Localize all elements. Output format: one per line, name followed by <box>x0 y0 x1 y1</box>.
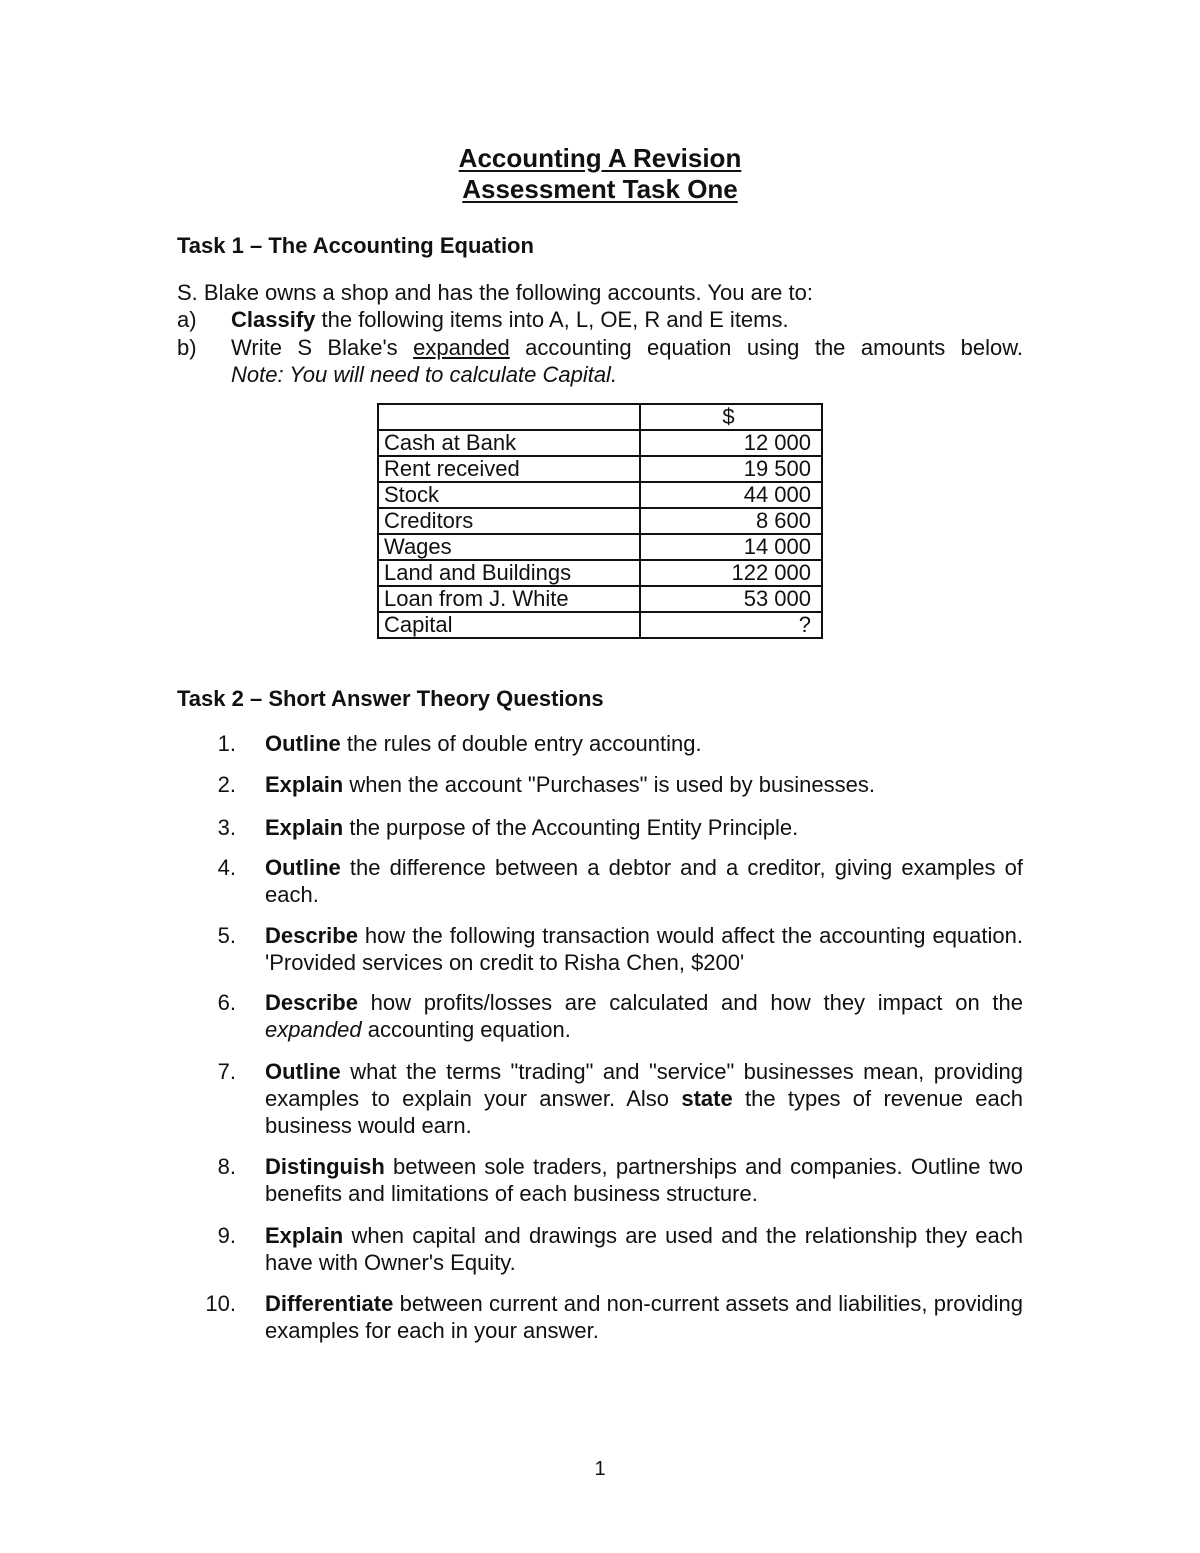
question-number: 6. <box>217 990 236 1015</box>
question-text <box>265 1222 1023 1276</box>
task1-item-b-post: accounting equation using the amounts below. <box>509 335 1024 360</box>
question-text <box>265 854 1023 908</box>
task1-item-b-label: b) <box>177 335 197 360</box>
document-title-line-1: Accounting A Revision <box>458 143 742 173</box>
question-rest: how the following transaction would affect the accounting equation. 'Provided services on credit to Risha Chen, $200' <box>265 923 1023 975</box>
account-amount: 122 000 <box>640 560 822 586</box>
question-verb: Outline <box>265 855 341 880</box>
document-title-line-2: Assessment Task One <box>462 174 738 204</box>
question-verb: Describe <box>265 923 358 948</box>
question-rest-pre: what the terms "trading" and "service" businesses mean, providing examples to explain your answer. Also <box>265 1059 1023 1111</box>
question-verb: Outline <box>265 1059 341 1084</box>
account-name: Land and Buildings <box>378 560 640 586</box>
task1-item-a <box>231 307 1023 333</box>
table-row <box>378 560 822 586</box>
question-number: 9. <box>217 1223 236 1248</box>
account-name: Wages <box>378 534 640 560</box>
task2-heading: Task 2 – Short Answer Theory Questions <box>177 686 604 711</box>
account-name: Loan from J. White <box>378 586 640 612</box>
question-verb: Outline <box>265 731 341 756</box>
question-number: 5. <box>217 923 236 948</box>
table-row <box>378 586 822 612</box>
account-name: Creditors <box>378 508 640 534</box>
account-amount: 12 000 <box>640 430 822 456</box>
question-verb: Describe <box>265 990 358 1015</box>
question-number: 3. <box>217 815 236 840</box>
question-rest: between sole traders, partnerships and companies. Outline two benefits and limitations of each business structure. <box>265 1154 1023 1206</box>
question-text <box>265 1290 1023 1344</box>
question-rest: the rules of double entry accounting. <box>340 731 702 756</box>
question-text <box>265 1153 1023 1207</box>
task1-item-a-text: the following items into A, L, OE, R and E items. <box>315 307 789 332</box>
accounts-table <box>377 403 823 639</box>
accounts-table-header <box>378 404 822 430</box>
question-verb: Explain <box>265 815 344 840</box>
question-rest: the purpose of the Accounting Entity Principle. <box>343 815 799 840</box>
question-text <box>265 1058 1023 1139</box>
account-amount: 19 500 <box>640 456 822 482</box>
question-text <box>265 989 1023 1043</box>
table-row <box>378 456 822 482</box>
page-number: 1 <box>594 1458 606 1480</box>
question-number: 8. <box>217 1154 236 1179</box>
task1-heading: Task 1 – The Accounting Equation <box>177 233 534 258</box>
account-name: Capital <box>378 612 640 638</box>
question-rest: the difference between a debtor and a creditor, giving examples of each. <box>265 855 1023 907</box>
question-number: 2. <box>217 772 236 797</box>
account-name: Stock <box>378 482 640 508</box>
question-rest: when the account "Purchases" is used by businesses. <box>343 772 875 797</box>
header-amount-cell: $ <box>640 404 822 430</box>
question-text <box>265 814 1023 841</box>
question-rest: between current and non-current assets and liabilities, providing examples for each in your answer. <box>265 1291 1023 1343</box>
account-amount: 14 000 <box>640 534 822 560</box>
task1-item-b-underlined: expanded <box>413 335 510 360</box>
question-rest-post: the types of revenue each business would earn. <box>265 1086 1023 1138</box>
task1-item-b-pre: Write S Blake's <box>231 335 414 360</box>
task1-item-a-label: a) <box>177 307 197 332</box>
table-row <box>378 534 822 560</box>
task1-item-a-verb: Classify <box>231 307 316 332</box>
account-amount: 53 000 <box>640 586 822 612</box>
table-row <box>378 430 822 456</box>
question-verb: Explain <box>265 1223 344 1248</box>
account-amount: 8 600 <box>640 508 822 534</box>
task1-note: Note: You will need to calculate Capital. <box>231 362 618 387</box>
task1-intro: S. Blake owns a shop and has the following accounts. You are to: <box>177 280 813 305</box>
account-name: Cash at Bank <box>378 430 640 456</box>
question-rest-post: accounting equation. <box>361 1017 571 1042</box>
account-amount: 44 000 <box>640 482 822 508</box>
question-text <box>265 730 1023 757</box>
question-text <box>265 771 1023 798</box>
question-text <box>265 922 1023 976</box>
question-rest-pre: how profits/losses are calculated and how they impact on the <box>357 990 1023 1015</box>
table-row <box>378 612 822 638</box>
question-rest: when capital and drawings are used and the relationship they each have with Owner's Equity. <box>265 1223 1023 1275</box>
question-verb: Differentiate <box>265 1291 394 1316</box>
question-number: 7. <box>217 1059 236 1084</box>
table-row <box>378 508 822 534</box>
header-name-cell <box>378 404 640 430</box>
question-italic: expanded <box>265 1017 362 1042</box>
task1-item-b <box>231 335 1023 361</box>
table-row <box>378 482 822 508</box>
question-verb: Distinguish <box>265 1154 385 1179</box>
question-number: 10. <box>205 1291 236 1316</box>
account-name: Rent received <box>378 456 640 482</box>
question-verb-2: state <box>681 1086 733 1111</box>
account-amount: ? <box>640 612 822 638</box>
question-verb: Explain <box>265 772 344 797</box>
question-number: 4. <box>217 855 236 880</box>
question-number: 1. <box>217 731 236 756</box>
